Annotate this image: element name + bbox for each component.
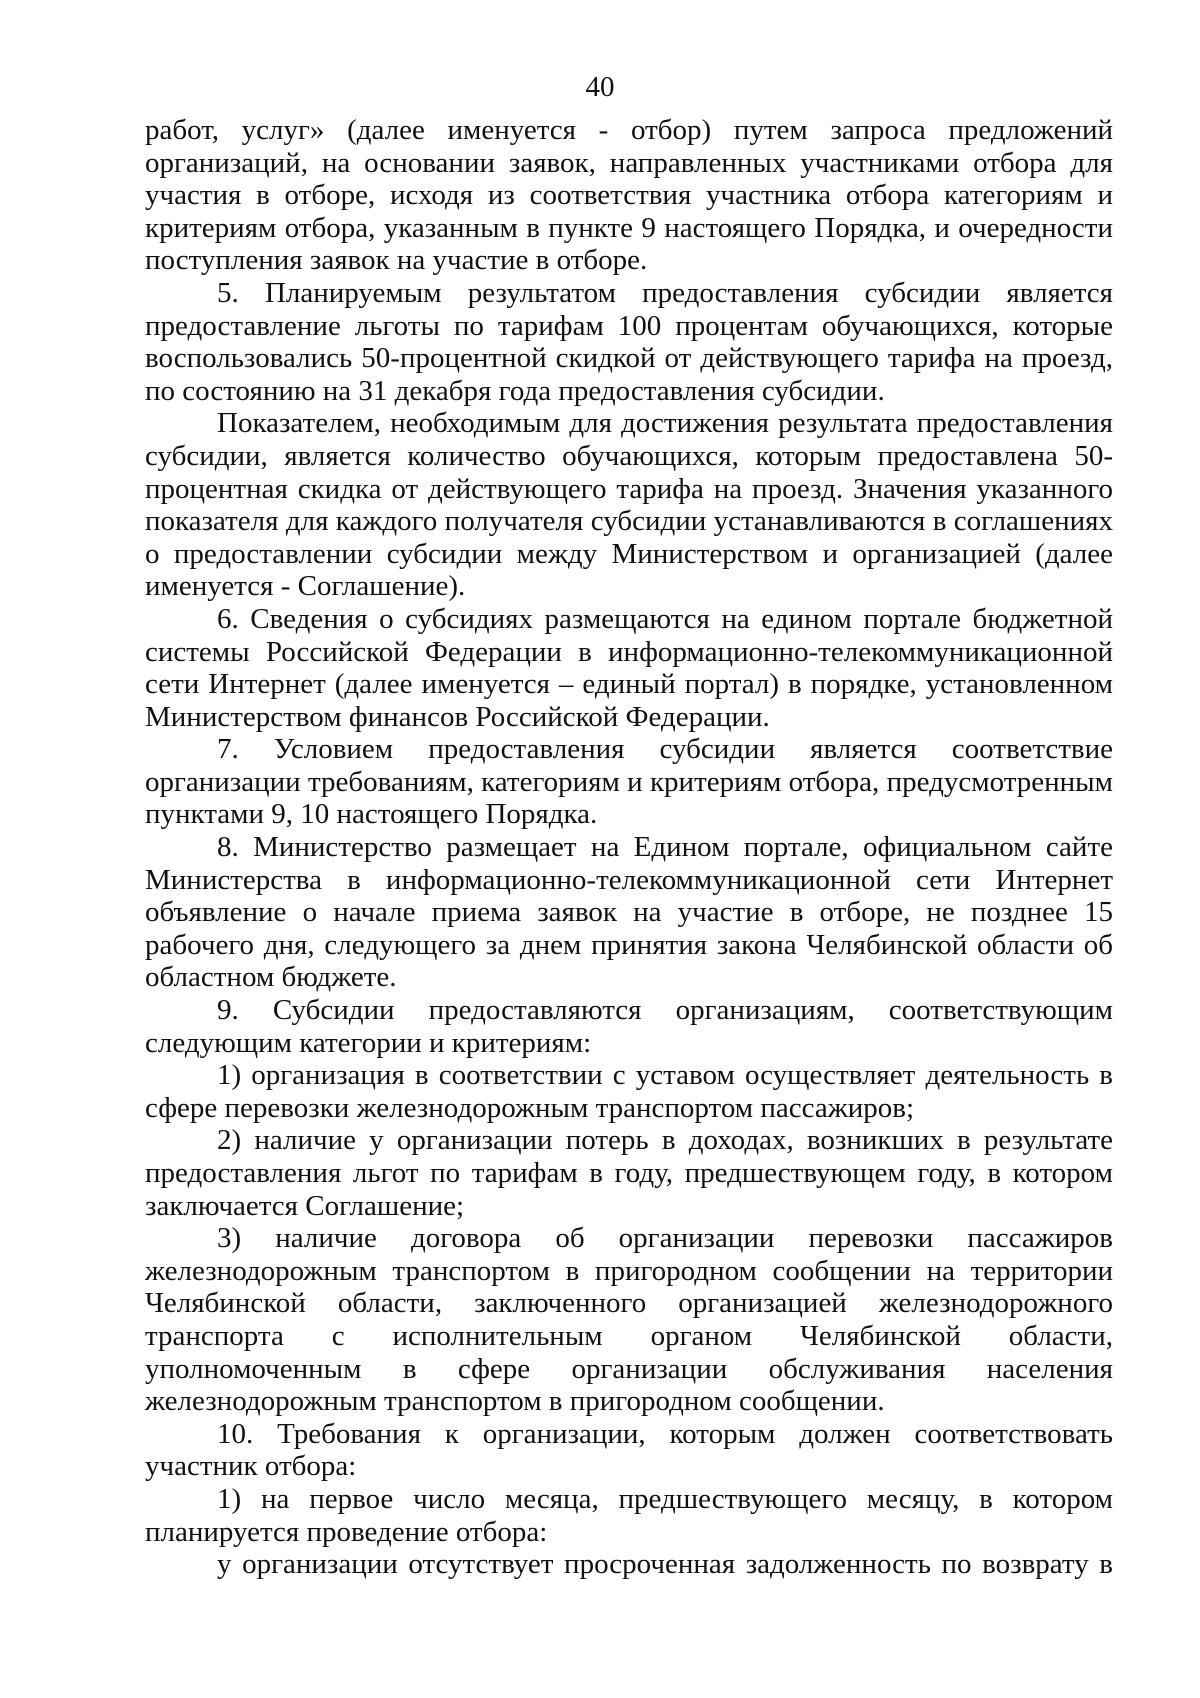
paragraph-item-6: 6. Сведения о субсидиях размещаются на едином портале бюджетной системы Российской Федерации в информационно-телекоммуникационной сети Интернет (далее именуется – единый портал) в порядке, установленном Министерством финансов Российской Федерации.	[145, 602, 1113, 733]
page-number: 40	[585, 71, 615, 103]
paragraph-item-9: 9. Субсидии предоставляются организациям, соответствующим следующим категории и критериям:	[145, 994, 1113, 1059]
paragraph-item-10-1: 1) на первое число месяца, предшествующего месяцу, в котором планируется проведение отбора:	[145, 1482, 1113, 1548]
paragraph-item-5: 5. Планируемым результатом предоставления субсидии является предоставление льготы по тарифам 100 процентам обучающихся, которые воспользовались 50-процентной скидкой от действующего тарифа на проезд, по состоянию на 31 декабря года предоставления субсидии.	[145, 276, 1113, 407]
paragraph-item-8: 8. Министерство размещает на Едином портале, официальном сайте Министерства в информационно-телекоммуникационной сети Интернет объявление о начале приема заявок на участие в отборе, не позднее 15 рабочего дня, следующего за днем принятия закона Челябинской области об областном бюджете.	[145, 831, 1113, 994]
paragraph-item-9-2: 2) наличие у организации потерь в доходах, возникших в результате предоставления льгот по тарифам в году, предшествующем году, в котором заключается Соглашение;	[145, 1124, 1113, 1222]
paragraph-item-10-1-a: у организации отсутствует просроченная задолженность по возврату в	[217, 1548, 1113, 1581]
paragraph-item-7: 7. Условием предоставления субсидии является соответствие организации требованиям, категориям и критериям отбора, предусмотренным пунктами 9, 10 настоящего Порядка.	[145, 733, 1113, 831]
paragraph-item-9-1: 1) организация в соответствии с уставом осуществляет деятельность в сфере перевозки железнодорожным транспортом пассажиров;	[145, 1059, 1113, 1124]
paragraph-continuation: работ, услуг» (далее именуется - отбор) путем запроса предложений организаций, на основании заявок, направленных участниками отбора для участия в отборе, исходя из соответствия участника отбора категориям и критериям отбора, указанным в пункте 9 настоящего Порядка, и очередности поступления заявок на участие в отборе.	[145, 114, 1113, 277]
document-body	[145, 114, 1113, 1581]
paragraph-item-9-3: 3) наличие договора об организации перевозки пассажиров железнодорожным транспортом в пригородном сообщении на территории Челябинской области, заключенного организацией железнодорожного транспорта с исполнительным органом Челябинской области, уполномоченным в сфере организации обслуживания населения железнодорожным транспортом в пригородном сообщении.	[145, 1222, 1113, 1418]
paragraph-indicator: Показателем, необходимым для достижения результата предоставления субсидии, является количество обучающихся, которым предоставлена 50-процентная скидка от действующего тарифа на проезд. Значения указанного показателя для каждого получателя субсидии устанавливаются в соглашениях о предоставлении субсидии между Министерством и организацией (далее именуется - Соглашение).	[145, 407, 1113, 603]
paragraph-item-10: 10. Требования к организации, которым должен соответствовать участник отбора:	[145, 1417, 1113, 1483]
